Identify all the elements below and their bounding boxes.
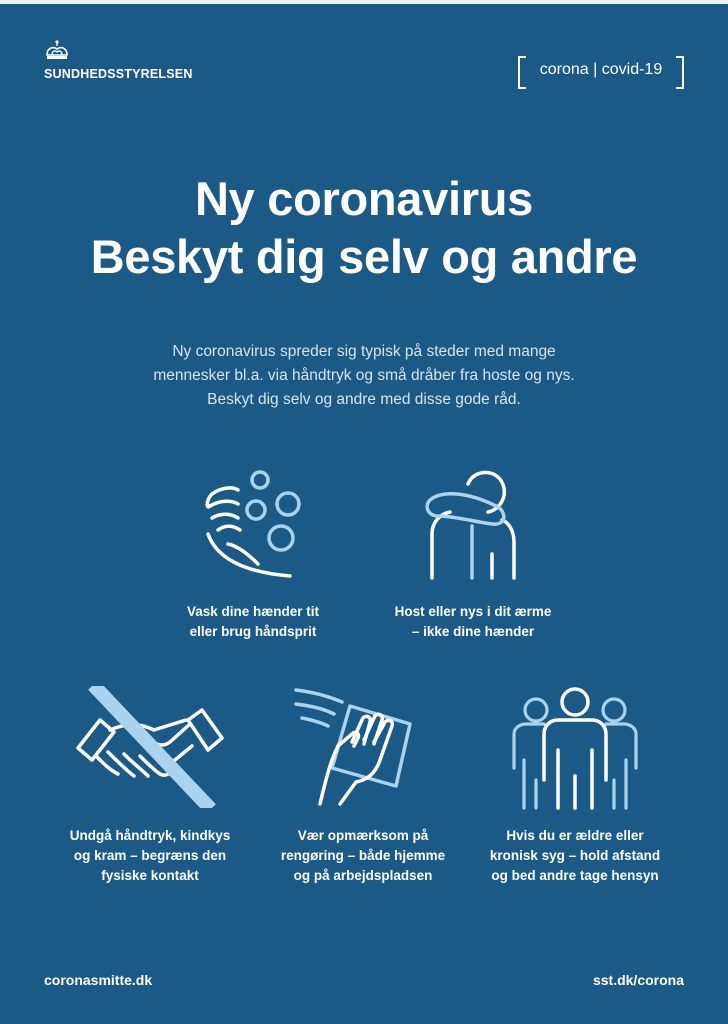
page-title bbox=[0, 170, 728, 286]
crown-icon bbox=[44, 40, 70, 62]
cleaning-icon bbox=[292, 686, 432, 808]
intro-line-3: Beskyt dig selv og andre med disse gode råd. bbox=[207, 391, 521, 408]
caption-cleaning-line-2: rengøring – både hjemme bbox=[280, 848, 446, 863]
caption-no-handshake-line-2: og kram – begræns den bbox=[73, 848, 227, 863]
org-name: SUNDHEDSSTYRELSEN bbox=[44, 67, 193, 81]
caption-hand-wash-line-1: Vask dine hænder tit bbox=[186, 604, 320, 619]
caption-hand-wash-line-2: eller brug håndsprit bbox=[189, 624, 317, 639]
intro-line-2: mennesker bl.a. via håndtryk og små dråber fra hoste og nys. bbox=[153, 367, 575, 384]
caption-keep-distance-line-3: og bed andre tage hensyn bbox=[491, 868, 659, 883]
tag-text: corona | covid-19 bbox=[539, 61, 663, 78]
caption-no-handshake-line-1: Undgå håndtryk, kindkys bbox=[69, 828, 231, 843]
caption-cleaning-line-3: og på arbejdspladsen bbox=[293, 868, 433, 883]
intro-text bbox=[0, 340, 728, 412]
footer-link-coronasmitte[interactable]: coronasmitte.dk bbox=[44, 972, 153, 988]
corona-tag bbox=[518, 56, 684, 87]
caption-no-handshake bbox=[50, 826, 250, 886]
caption-cleaning-line-1: Vær opmærksom på bbox=[297, 828, 429, 843]
intro-line-1: Ny coronavirus spreder sig typisk på steder med mange bbox=[172, 343, 556, 360]
no-handshake-icon bbox=[74, 686, 226, 808]
cough-elbow-icon bbox=[418, 462, 528, 582]
caption-cough-elbow-line-1: Host eller nys i dit ærme bbox=[394, 604, 552, 619]
caption-hand-wash bbox=[150, 602, 356, 642]
title-line-2: Beskyt dig selv og andre bbox=[90, 230, 638, 283]
hand-wash-icon bbox=[198, 466, 308, 584]
caption-cough-elbow bbox=[368, 602, 578, 642]
caption-keep-distance-line-2: kronisk syg – hold afstand bbox=[489, 848, 661, 863]
caption-cough-elbow-line-2: – ikke dine hænder bbox=[411, 624, 535, 639]
footer-link-sst[interactable]: sst.dk/corona bbox=[592, 972, 684, 988]
caption-keep-distance bbox=[470, 826, 680, 886]
title-line-1: Ny coronavirus bbox=[195, 172, 533, 225]
top-border bbox=[0, 0, 728, 4]
keep-distance-icon bbox=[510, 684, 640, 810]
caption-cleaning bbox=[260, 826, 466, 886]
caption-no-handshake-line-3: fysiske kontakt bbox=[101, 868, 199, 883]
tag-bracket-right bbox=[676, 56, 684, 89]
caption-keep-distance-line-1: Hvis du er ældre eller bbox=[506, 828, 644, 843]
